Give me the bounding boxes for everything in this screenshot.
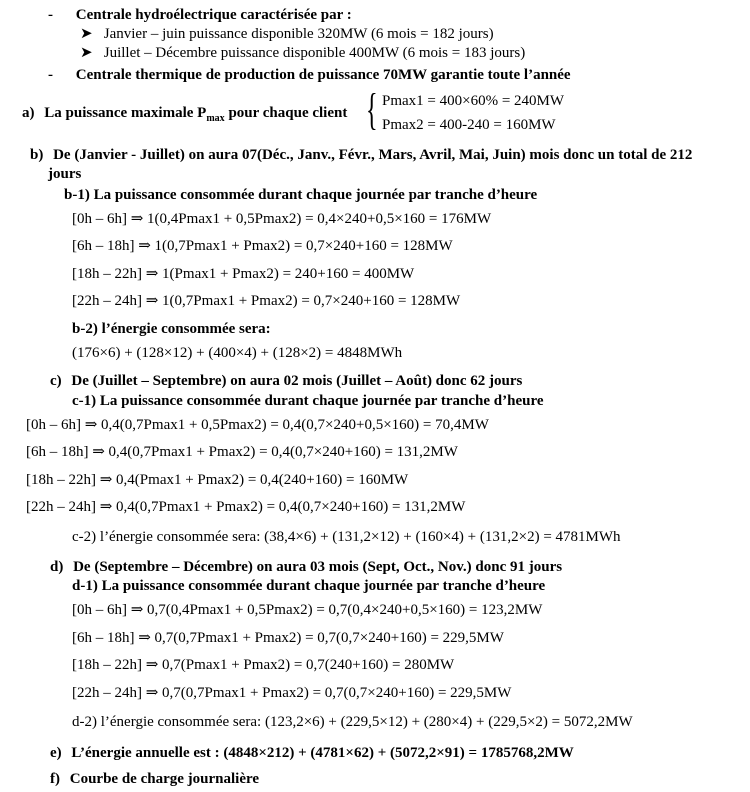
b1-eq1: [0h – 6h] ⇒ 1(0,4Pmax1 + 0,5Pmax2) = 0,4×240+0,5×160 = 176MW xyxy=(72,211,492,227)
c1-eq1: [0h – 6h] ⇒ 0,4(0,7Pmax1 + 0,5Pmax2) = 0,4(0,7×240+0,5×160) = 70,4MW xyxy=(26,417,489,433)
section-b-text: De (Janvier - Juillet) on aura 07(Déc., Janv., Févr., Mars, Avril, Mai, Juin) mois donc un total de 212 xyxy=(53,147,693,163)
section-b xyxy=(30,146,692,164)
jul-dec-line xyxy=(80,44,525,62)
section-f-label: f) xyxy=(50,771,60,787)
thermal-text: Centrale thermique de production de puissance 70MW garantie toute l’année xyxy=(75,67,571,83)
section-d-label: d) xyxy=(50,559,64,575)
section-d-text: De (Septembre – Décembre) on aura 03 mois (Sept, Oct., Nov.) donc 91 jours xyxy=(73,559,563,575)
section-c xyxy=(50,372,522,390)
section-b-cont: jours xyxy=(48,166,82,182)
thermal-line xyxy=(48,66,571,84)
section-a-sub: max xyxy=(206,113,225,124)
c1-eq4: [22h – 24h] ⇒ 0,4(0,7Pmax1 + Pmax2) = 0,4(0,7×240+160) = 131,2MW xyxy=(26,499,466,515)
arrow-icon: ➤ xyxy=(80,26,93,42)
c1-eq3: [18h – 22h] ⇒ 0,4(Pmax1 + Pmax2) = 0,4(240+160) = 160MW xyxy=(26,472,409,488)
section-e-label: e) xyxy=(50,745,62,761)
section-b-label: b) xyxy=(30,147,44,163)
section-c-label: c) xyxy=(50,373,62,389)
section-a-text2: pour chaque client xyxy=(224,105,348,121)
b1-eq4: [22h – 24h] ⇒ 1(0,7Pmax1 + Pmax2) = 0,7×240+160 = 128MW xyxy=(72,293,461,309)
section-d xyxy=(50,558,562,576)
section-e-text: L’énergie annuelle est : (4848×212) + (4781×62) + (5072,2×91) = 1785768,2MW xyxy=(71,745,574,761)
jan-jun-text: Janvier – juin puissance disponible 320MW (6 mois = 182 jours) xyxy=(103,26,494,42)
c1-eq2: [6h – 18h] ⇒ 0,4(0,7Pmax1 + Pmax2) = 0,4(0,7×240+160) = 131,2MW xyxy=(26,444,458,460)
dash-marker: - xyxy=(48,67,53,83)
b1-heading: b-1) La puissance consommée durant chaque journée par tranche d’heure xyxy=(64,187,538,203)
b1-eq3: [18h – 22h] ⇒ 1(Pmax1 + Pmax2) = 240+160 = 400MW xyxy=(72,266,415,282)
pmax1-formula: Pmax1 = 400×60% = 240MW xyxy=(382,93,565,109)
b1-eq2: [6h – 18h] ⇒ 1(0,7Pmax1 + Pmax2) = 0,7×240+160 = 128MW xyxy=(72,238,453,254)
d2-energy: d-2) l’énergie consommée sera: (123,2×6) + (229,5×12) + (280×4) + (229,5×2) = 5072,2MW xyxy=(72,714,633,730)
section-c-text: De (Juillet – Septembre) on aura 02 mois (Juillet – Août) donc 62 jours xyxy=(71,373,523,389)
pmax2-formula: Pmax2 = 400-240 = 160MW xyxy=(382,117,556,133)
section-a xyxy=(22,104,347,128)
d1-eq2: [6h – 18h] ⇒ 0,7(0,7Pmax1 + Pmax2) = 0,7(0,7×240+160) = 229,5MW xyxy=(72,630,504,646)
dash-marker: - xyxy=(48,7,53,23)
b2-heading: b-2) l’énergie consommée sera: xyxy=(72,321,271,337)
section-e xyxy=(50,744,574,762)
section-f-text: Courbe de charge journalière xyxy=(69,771,260,787)
d1-eq4: [22h – 24h] ⇒ 0,7(0,7Pmax1 + Pmax2) = 0,7(0,7×240+160) = 229,5MW xyxy=(72,685,512,701)
b2-energy: (176×6) + (128×12) + (400×4) + (128×2) = 4848MWh xyxy=(72,345,403,361)
section-a-label: a) xyxy=(22,105,35,121)
jul-dec-text: Juillet – Décembre puissance disponible 400MW (6 mois = 183 jours) xyxy=(103,45,526,61)
hydro-text: Centrale hydroélectrique caractérisée par : xyxy=(75,7,352,23)
hydro-line xyxy=(48,6,352,24)
brace-symbol: { xyxy=(366,85,378,134)
c1-heading: c-1) La puissance consommée durant chaque journée par tranche d’heure xyxy=(72,393,544,409)
d1-heading: d-1) La puissance consommée durant chaque journée par tranche d’heure xyxy=(72,578,546,594)
section-a-text: La puissance maximale P xyxy=(44,105,207,121)
d1-eq1: [0h – 6h] ⇒ 0,7(0,4Pmax1 + 0,5Pmax2) = 0,7(0,4×240+0,5×160) = 123,2MW xyxy=(72,602,543,618)
d1-eq3: [18h – 22h] ⇒ 0,7(Pmax1 + Pmax2) = 0,7(240+160) = 280MW xyxy=(72,657,455,673)
section-f xyxy=(50,770,259,788)
arrow-icon: ➤ xyxy=(80,45,93,61)
c2-energy: c-2) l’énergie consommée sera: (38,4×6) + (131,2×12) + (160×4) + (131,2×2) = 4781MWh xyxy=(72,529,621,545)
jan-jun-line xyxy=(80,25,494,43)
